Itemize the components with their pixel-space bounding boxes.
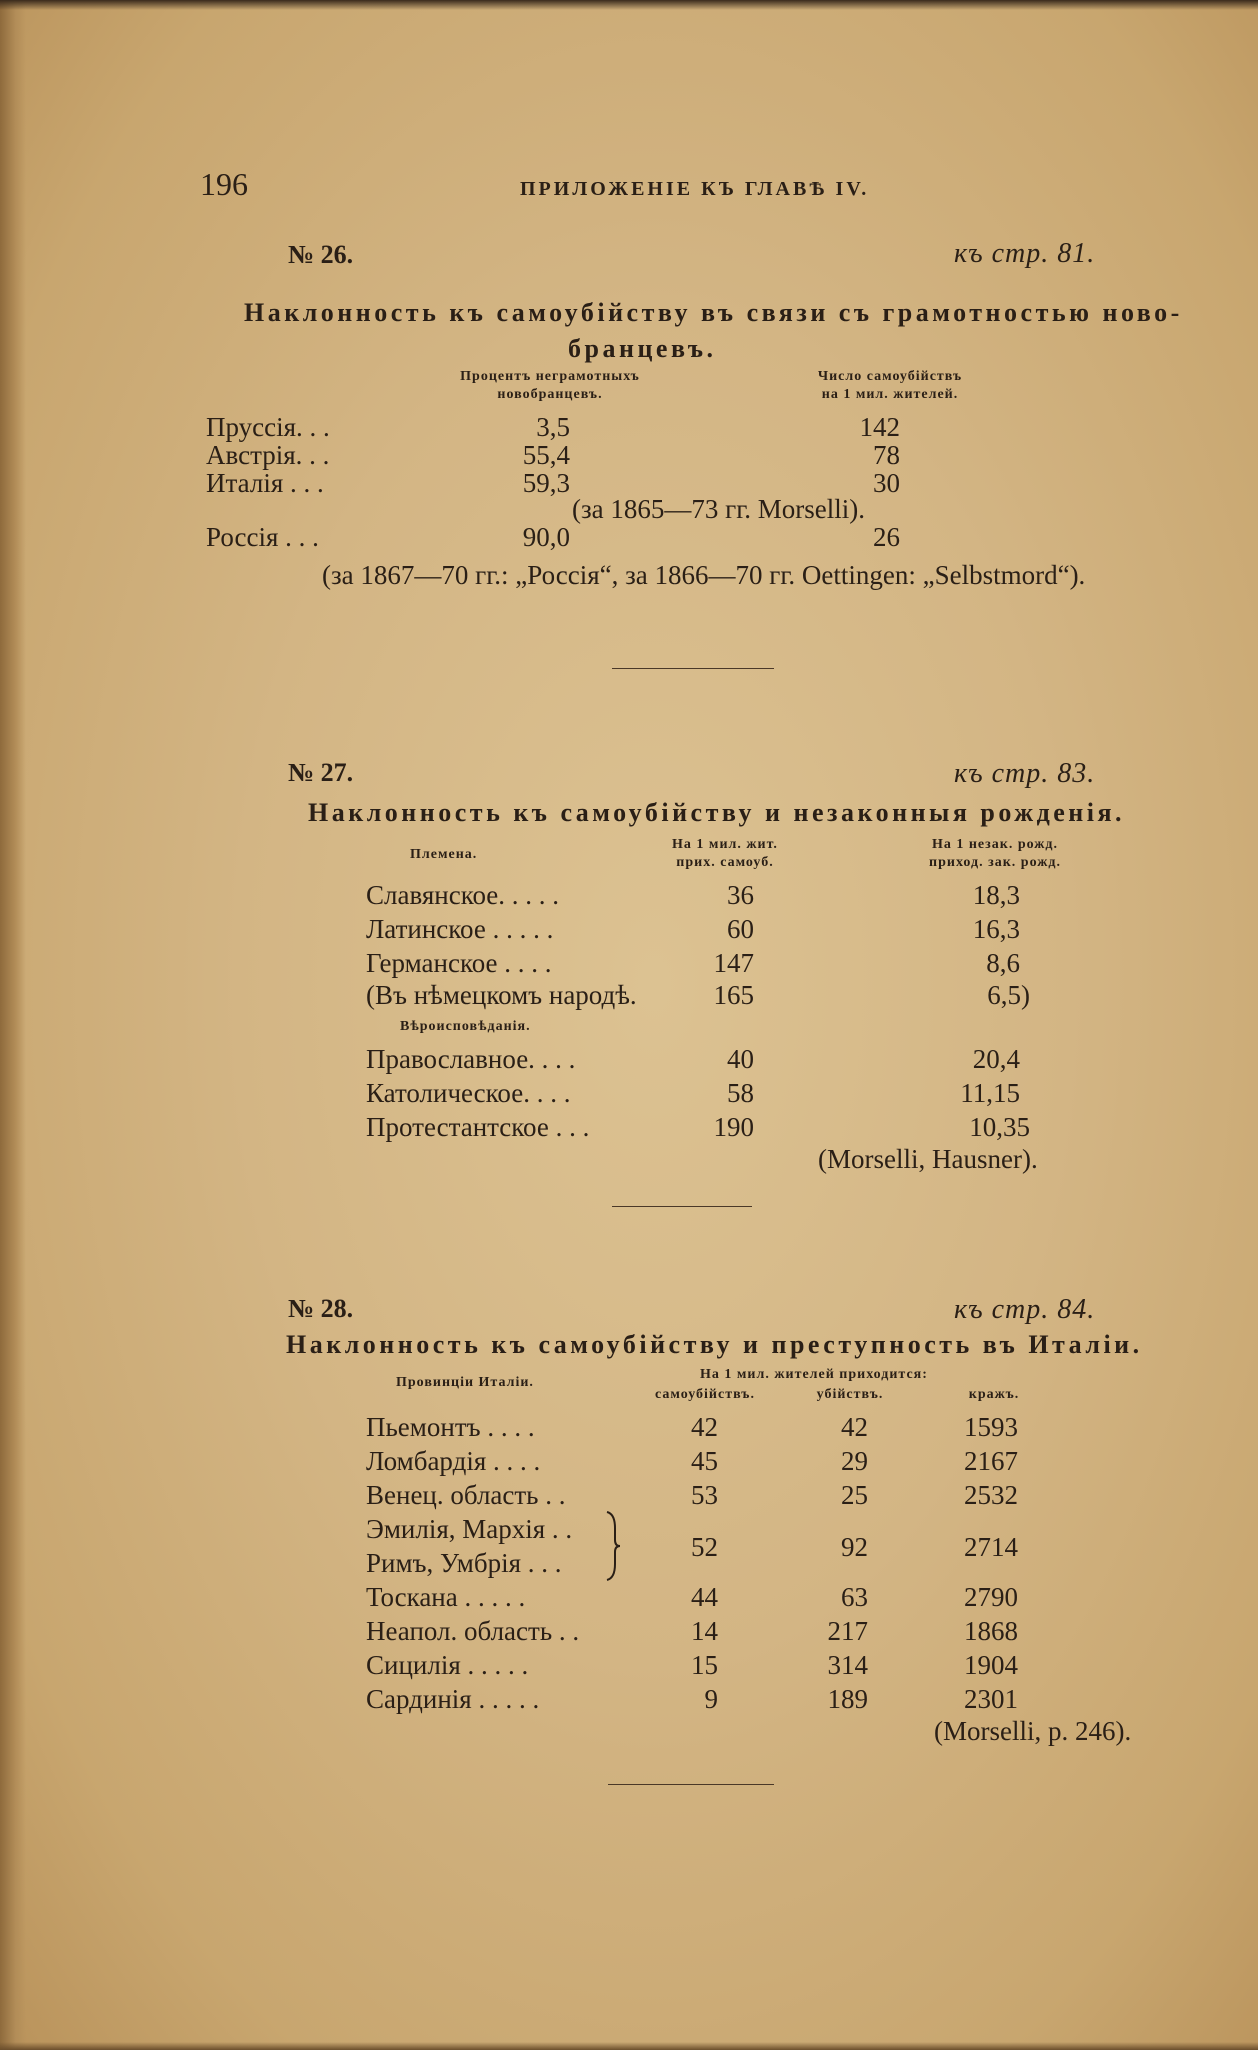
illiterate-value: 55,4	[522, 440, 570, 470]
page-number: 196	[200, 166, 248, 202]
murder-value: 217	[827, 1616, 868, 1646]
section-divider	[612, 668, 774, 669]
murder-value: 25	[841, 1480, 868, 1510]
table26-reference: къ стр. 81.	[954, 238, 1096, 269]
table28-group-header: На 1 мил. жителей приходится:	[700, 1367, 928, 1382]
theft-value: 2532	[964, 1480, 1018, 1510]
table27-reference: къ стр. 83.	[954, 758, 1096, 789]
murder-value: 92	[841, 1532, 868, 1562]
suicide-value: 42	[691, 1412, 718, 1442]
suicide-value: 60	[727, 914, 754, 944]
table26-col2-header: Число самоубійствъ на 1 мил. жителей.	[817, 369, 963, 402]
row-label: Ломбардія . . . .	[366, 1446, 541, 1476]
illegitimate-value: 10,35	[969, 1112, 1030, 1142]
suicide-value: 53	[691, 1480, 718, 1510]
table27-col1-header: На 1 мил. жит. прих. самоуб.	[672, 837, 778, 870]
suicide-value: 26	[873, 522, 900, 552]
page-bottom-edge	[0, 2042, 1258, 2050]
row-label: Пьемонтъ . . . .	[366, 1412, 535, 1442]
table26-col1-header: Процентъ неграмотныхъ новобранцевъ.	[460, 369, 640, 402]
row-label: Православное. . . .	[366, 1044, 576, 1074]
table28-col2-header: убійствъ.	[816, 1387, 884, 1402]
running-head: ПРИЛОЖЕНІЕ КЪ ГЛАВѢ IV.	[520, 178, 870, 200]
murder-value: 189	[827, 1684, 868, 1714]
illegitimate-value: 16,3	[972, 914, 1020, 944]
theft-value: 1904	[964, 1650, 1018, 1680]
suicide-value: 58	[727, 1078, 754, 1108]
suicide-value: 142	[859, 412, 900, 442]
country-label: Австрія. . .	[206, 440, 330, 470]
table28-col0-header: Провинціи Италіи.	[396, 1375, 534, 1390]
murder-value: 42	[841, 1412, 868, 1442]
suicide-value: 190	[713, 1112, 754, 1142]
suicide-value: 78	[873, 440, 900, 470]
table27-col0-header: Племена.	[410, 847, 478, 862]
murder-value: 63	[841, 1582, 868, 1612]
suicide-value: 147	[713, 948, 754, 978]
section-divider	[608, 1784, 774, 1785]
suicide-value: 15	[691, 1650, 718, 1680]
murder-value: 29	[841, 1446, 868, 1476]
suicide-value: 14	[691, 1616, 718, 1646]
section-divider	[612, 1206, 752, 1207]
suicide-value: 165	[713, 980, 754, 1010]
illegitimate-value: 18,3	[972, 880, 1020, 910]
row-label: Сардинія . . . . .	[366, 1684, 540, 1714]
theft-value: 1593	[964, 1412, 1018, 1442]
row-label: Сицилія . . . . .	[366, 1650, 529, 1680]
page-left-edge	[0, 0, 26, 2050]
theft-value: 2167	[964, 1446, 1018, 1476]
suicide-value: 40	[727, 1044, 754, 1074]
table28-title: Наклонность къ самоубійству и преступность въ Италіи.	[286, 1330, 1143, 1359]
row-label: Протестантское . . .	[366, 1112, 590, 1142]
table26-source-italy: (за 1865—73 гг. Morselli).	[572, 494, 865, 524]
illegitimate-value: 6,5)	[987, 980, 1030, 1010]
illegitimate-value: 11,15	[960, 1078, 1020, 1108]
murder-value: 314	[827, 1650, 868, 1680]
illegitimate-value: 20,4	[972, 1044, 1020, 1074]
theft-value: 2714	[964, 1532, 1018, 1562]
country-label: Россія . . .	[206, 522, 319, 552]
country-label: Пруссія. . .	[206, 412, 330, 442]
table26-number: № 26.	[288, 240, 354, 269]
table27-number: № 27.	[288, 758, 354, 787]
suicide-value: 9	[704, 1684, 718, 1714]
suicide-value: 30	[873, 468, 900, 498]
country-label: Италія . . .	[206, 468, 324, 498]
row-label: Католическое. . . .	[366, 1078, 571, 1108]
table26-title-line2: бранцевъ.	[568, 334, 717, 363]
row-label: (Въ нѣмецкомъ народѣ.	[366, 980, 637, 1010]
illegitimate-value: 8,6	[986, 948, 1020, 978]
table28-col1-header: самоубійствъ.	[655, 1387, 755, 1402]
table27-source: (Morselli, Hausner).	[818, 1144, 1038, 1174]
suicide-value: 45	[691, 1446, 718, 1476]
table26-source: (за 1867—70 гг.: „Россія“, за 1866—70 гг. Oettingen: „Selbstmord“).	[322, 560, 1086, 590]
row-label: Эмилія, Мархія . .	[366, 1514, 573, 1544]
table28-source: (Morselli, p. 246).	[934, 1716, 1132, 1746]
illiterate-value: 90,0	[522, 522, 570, 552]
suicide-value: 44	[691, 1582, 718, 1612]
table28-col3-header: кражъ.	[968, 1387, 1020, 1402]
table26-title-line1: Наклонность къ самоубійству въ связи съ грамотностью ново-	[244, 298, 1183, 327]
row-label: Римъ, Умбрія . . .	[366, 1548, 562, 1578]
page-top-edge	[0, 0, 1258, 10]
row-label: Венец. область . .	[366, 1480, 566, 1510]
table27-col2-header: На 1 незак. рожд. приход. зак. рожд.	[929, 837, 1061, 870]
table27-group-header: Вѣроисповѣданія.	[400, 1019, 531, 1034]
illiterate-value: 3,5	[536, 412, 570, 442]
illiterate-value: 59,3	[522, 468, 570, 498]
row-label: Германское . . . .	[366, 948, 552, 978]
row-label: Неапол. область . .	[366, 1616, 580, 1646]
theft-value: 2301	[964, 1684, 1018, 1714]
row-label: Тоскана . . . . .	[366, 1582, 526, 1612]
table28-number: № 28.	[288, 1294, 354, 1323]
row-label: Славянское. . . . .	[366, 880, 560, 910]
table28-reference: къ стр. 84.	[954, 1294, 1096, 1325]
suicide-value: 52	[691, 1532, 718, 1562]
theft-value: 2790	[964, 1582, 1018, 1612]
theft-value: 1868	[964, 1616, 1018, 1646]
suicide-value: 36	[727, 880, 754, 910]
row-label: Латинское . . . . .	[366, 914, 554, 944]
table27-title: Наклонность къ самоубійству и незаконныя рожденія.	[308, 798, 1126, 827]
right-brace-icon	[604, 1510, 622, 1587]
